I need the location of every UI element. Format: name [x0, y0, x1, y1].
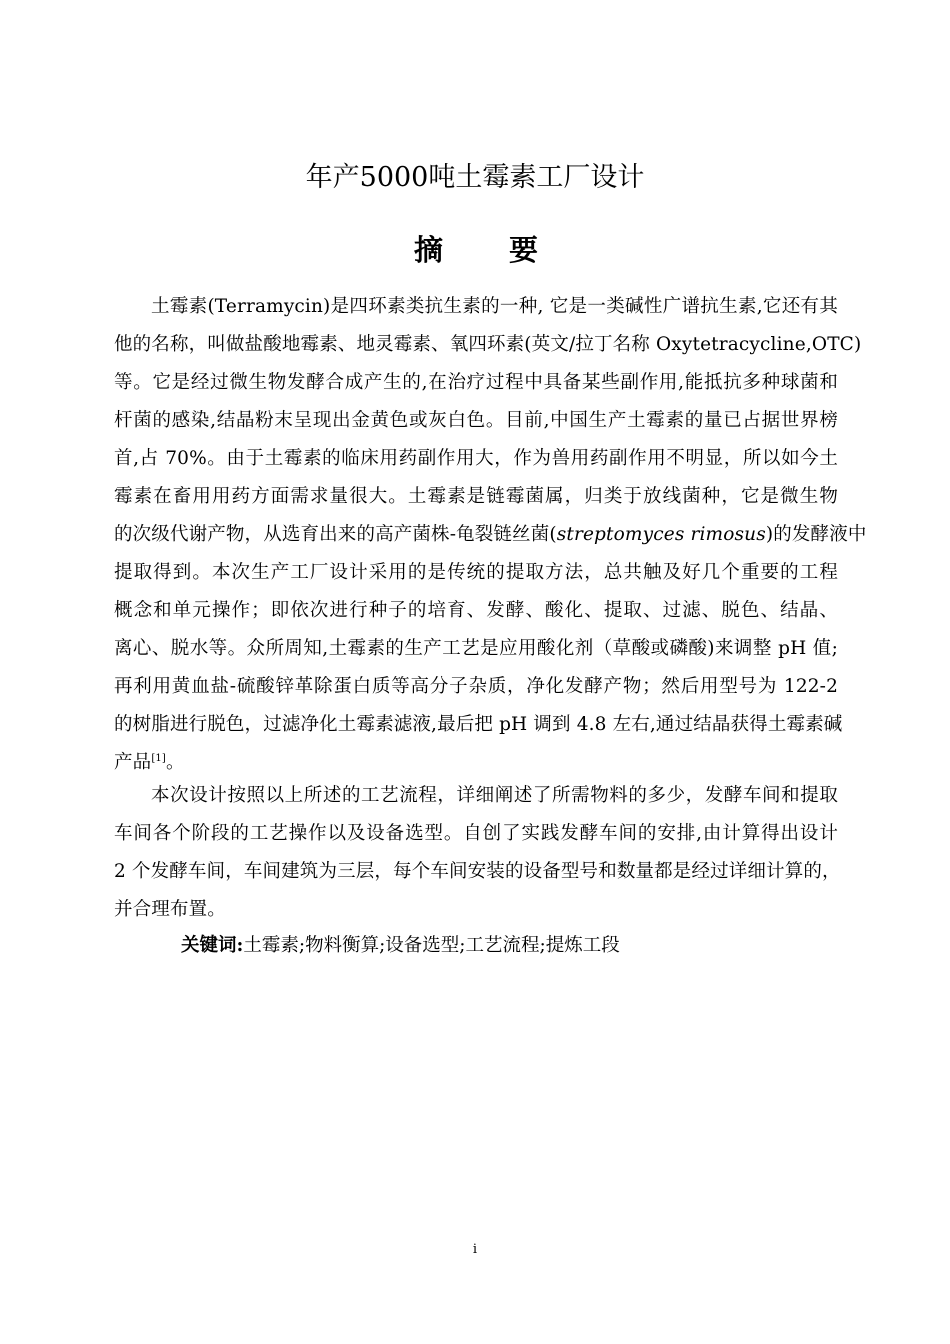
paragraph-line: 他的名称，叫做盐酸地霉素、地灵霉素、氧四环素(英文/拉丁名称 Oxytetracycline,OTC): [114, 334, 862, 355]
paragraph-line: 本次设计按照以上所述的工艺流程，详细阐述了所需物料的多少，发酵车间和提取: [151, 785, 838, 806]
paragraph-line: 车间各个阶段的工艺操作以及设备选型。自创了实践发酵车间的安排,由计算得出设计: [114, 823, 838, 844]
paragraph-line: 再利用黄血盐-硫酸锌革除蛋白质等高分子杂质，净化发酵产物；然后用型号为 122-2: [114, 676, 838, 697]
paragraph-line: [114, 517, 867, 553]
page-number: i: [472, 1242, 478, 1257]
abstract-heading: 摘 要: [413, 233, 567, 267]
line-text: 的次级代谢产物，从选育出来的高产菌株-龟裂链丝菌(: [114, 524, 557, 545]
line-text: 产品: [114, 752, 152, 773]
keywords-line: [181, 928, 620, 964]
paragraph-line: 并合理布置。: [114, 899, 226, 920]
paragraph-line: [114, 745, 185, 781]
line-text: )的发酵液中: [765, 524, 867, 545]
line-text: 。: [165, 752, 185, 773]
paragraph-line: 首,占 70%。由于土霉素的临床用药副作用大，作为兽用药副作用不明显，所以如今土: [114, 448, 838, 469]
paragraph-line: 土霉素(Terramycin)是四环素类抗生素的一种, 它是一类碱性广谱抗生素,它还有其: [151, 296, 838, 317]
paragraph-line: 2 个发酵车间，车间建筑为三层，每个车间安装的设备型号和数量都是经过详细计算的，: [114, 861, 841, 882]
paragraph-line: 等。它是经过微生物发酵合成产生的,在治疗过程中具备某些副作用,能抵抗多种球菌和: [114, 372, 838, 393]
paragraph-line: 的树脂进行脱色，过滤净化土霉素滤液,最后把 pH 调到 4.8 左右,通过结晶获得土霉素碱: [114, 714, 843, 735]
keywords-list: 土霉素;物料衡算;设备选型;工艺流程;提炼工段: [243, 935, 620, 956]
keywords-label: 关键词:: [181, 935, 244, 956]
paragraph-line: 杆菌的感染,结晶粉末呈现出金黄色或灰白色。目前,中国生产土霉素的量已占据世界榜: [114, 410, 838, 431]
document-title: 年产5000吨土霉素工厂设计: [305, 162, 645, 193]
paragraph-line: 概念和单元操作；即依次进行种子的培育、发酵、酸化、提取、过滤、脱色、结晶、: [114, 600, 838, 621]
paragraph-line: 霉素在畜用用药方面需求量很大。土霉素是链霉菌属，归类于放线菌种，它是微生物: [114, 486, 838, 507]
species-name: streptomyces rimosus: [556, 524, 766, 545]
paragraph-line: 提取得到。本次生产工厂设计采用的是传统的提取方法，总共触及好几个重要的工程: [114, 562, 838, 583]
citation-reference: [1]: [151, 752, 166, 764]
paragraph-line: 离心、脱水等。众所周知,土霉素的生产工艺是应用酸化剂（草酸或磷酸)来调整 pH 值;: [114, 638, 838, 659]
